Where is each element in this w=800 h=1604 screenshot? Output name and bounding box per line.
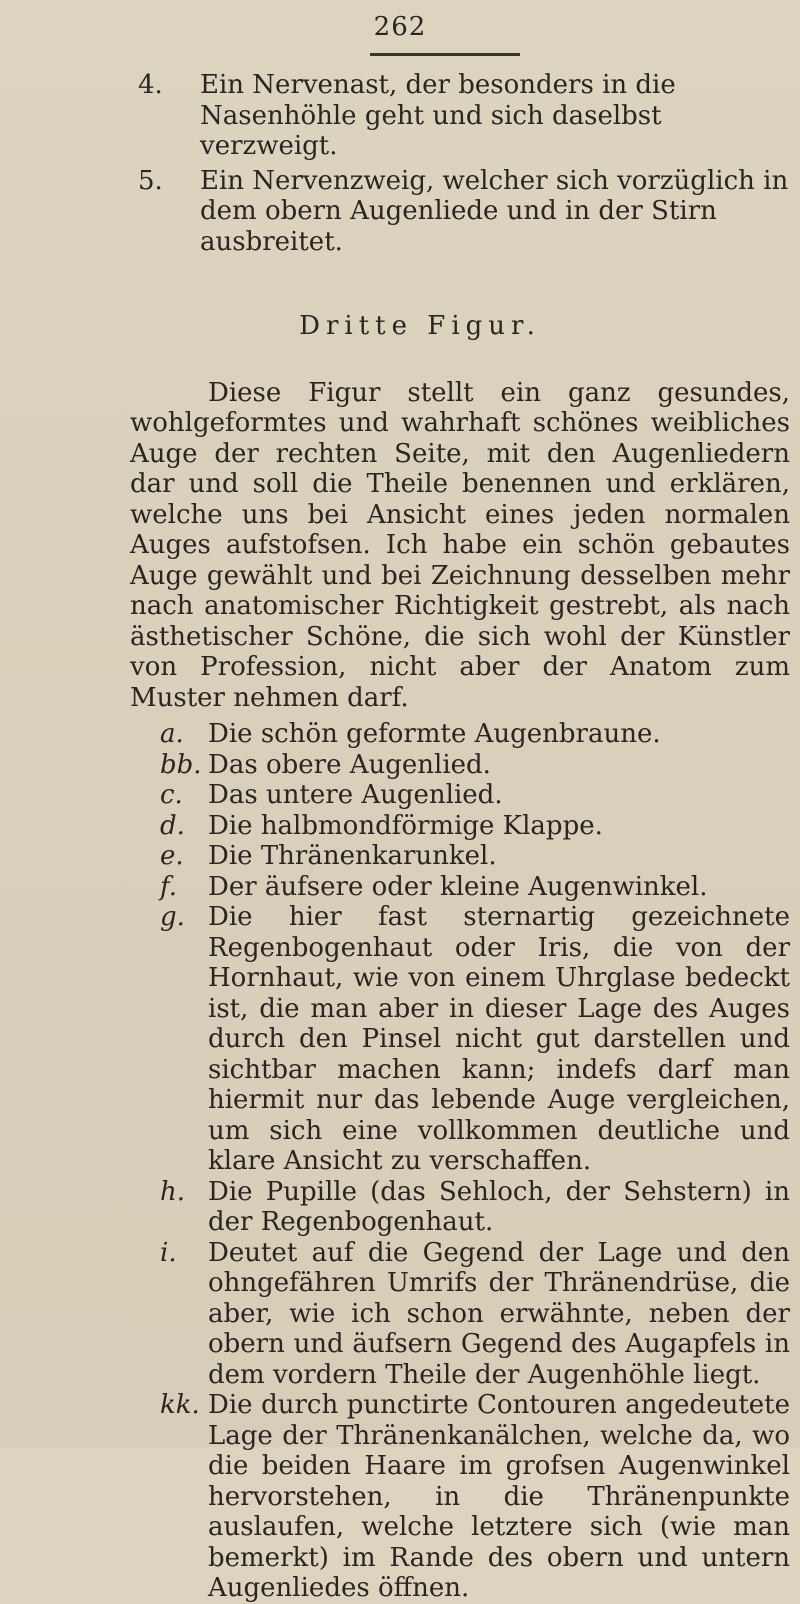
legend-letter: g. xyxy=(160,902,185,932)
legend-item xyxy=(160,841,790,872)
legend-letter: f. xyxy=(160,871,177,902)
numbered-item xyxy=(138,70,790,162)
legend-item xyxy=(160,1238,790,1391)
page-body xyxy=(130,70,790,1604)
legend-item xyxy=(160,872,790,903)
legend-text: Die durch punctirte Contouren angedeutete Lage der Thränenkanälchen, welche da, wo die beiden Haare im grofsen Augenwinkel hervorstehen, in die Thränenpunkte auslaufen, welche letztere sich (wie man bemerkt) im Rande des obern und untern Augenliedes öffnen. xyxy=(208,1390,790,1603)
legend-text: Der äufsere oder kleine Augenwinkel. xyxy=(208,871,708,902)
legend-letter: h. xyxy=(160,1176,186,1207)
section-heading: Dritte Figur. xyxy=(299,311,541,341)
legend-letter: c. xyxy=(160,780,183,810)
legend-item xyxy=(160,750,790,781)
legend-letter: bb. xyxy=(160,749,202,780)
legend-letter: e. xyxy=(160,841,184,871)
figure-legend xyxy=(0,719,790,1604)
legend-text: Die hier fast sternartig gezeichnete Regenbogenhaut oder Iris, die von der Hornhaut, wie von einem Uhrglase bedeckt ist, die man aber in dieser Lage des Auges durch den Pinsel nicht gut darstellen und sichtbar machen kann; indefs darf man hiermit nur das lebende Auge vergleichen, um sich eine vollkommen deutliche und klare Ansicht zu verschaffen. xyxy=(208,902,790,1176)
legend-letter: d. xyxy=(160,810,185,841)
numbered-item xyxy=(138,165,790,258)
item-text: Ein Nervenzweig, welcher sich vorzüglich in dem obern Augenliede und in der Stirn ausbreitet. xyxy=(200,165,789,257)
legend-text: Das untere Augenlied. xyxy=(208,780,503,810)
legend-text: Die schön geformte Augenbraune. xyxy=(208,719,661,749)
page-number-rule xyxy=(370,53,520,56)
legend-letter: kk. xyxy=(160,1390,200,1420)
page-number: 262 xyxy=(373,12,427,42)
intro-paragraph: Diese Figur stellt ein ganz gesundes, wohlgeformtes und wahrhaft schönes weibliches Auge der rechten Seite, mit den Augenliedern dar und soll die Theile benennen und erklären, welche uns bei Ansicht eines jeden normalen Auges aufstofsen. Ich habe ein schön gebautes Auge gewählt und bei Zeichnung desselben mehr nach anatomischer Richtigkeit gestrebt, als nach ästhetischer Schöne, die sich wohl der Künstler von Profession, nicht aber der Anatom zum Muster nehmen darf. xyxy=(130,377,790,713)
item-number: 4. xyxy=(138,70,163,100)
legend-item xyxy=(160,780,790,811)
item-text: Ein Nervenast, der besonders in die Nasenhöhle geht und sich daselbst verzweigt. xyxy=(200,70,676,161)
legend-text: Das obere Augenlied. xyxy=(208,749,491,780)
legend-text: Die halbmondförmige Klappe. xyxy=(208,810,603,841)
legend-item xyxy=(160,1177,790,1238)
legend-item xyxy=(160,1390,790,1604)
legend-letter: i. xyxy=(160,1237,177,1268)
legend-text: Deutet auf die Gegend der Lage und den ohngefähren Umrifs der Thränendrüse, die aber, wie ich schon erwähnte, neben der obern und äufsern Gegend des Augapfels in dem vordern Theile der Augenhöhle liegt. xyxy=(208,1237,790,1390)
legend-item xyxy=(160,719,790,750)
legend-item xyxy=(160,902,790,1177)
item-number: 5. xyxy=(138,165,163,196)
legend-item xyxy=(160,811,790,842)
legend-letter: a. xyxy=(160,719,184,749)
legend-text: Die Thränenkarunkel. xyxy=(208,841,497,871)
legend-text: Die Pupille (das Sehloch, der Sehstern) in der Regenbogenhaut. xyxy=(208,1176,790,1237)
